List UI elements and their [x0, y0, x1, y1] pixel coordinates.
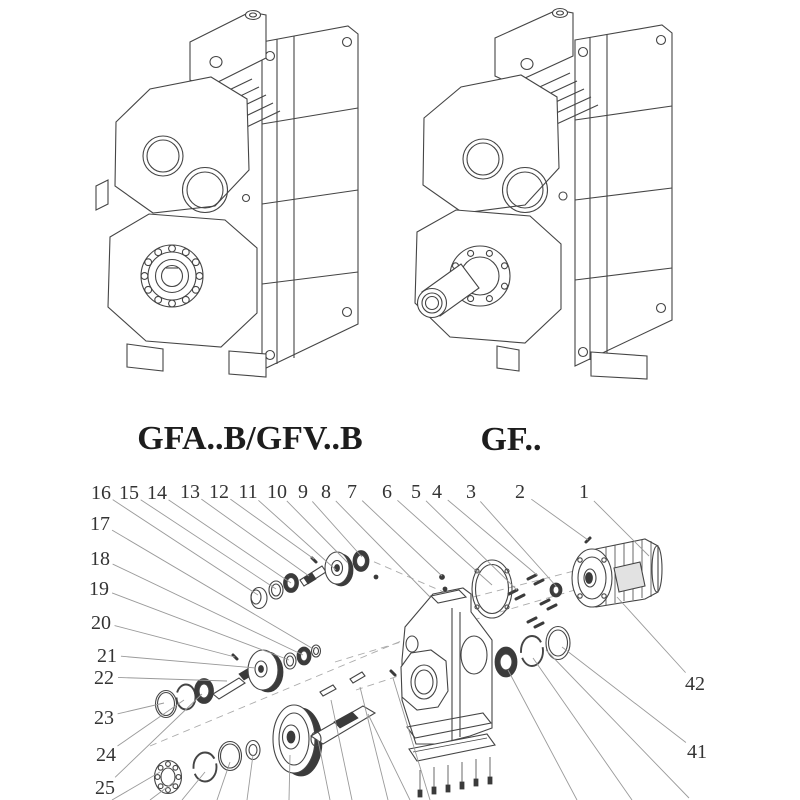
callout-20: 20	[91, 612, 111, 634]
callout-13: 13	[180, 481, 200, 503]
motor-flange	[572, 549, 612, 607]
motor-terminal-box	[614, 562, 645, 592]
callout-2: 2	[515, 481, 525, 503]
output-ball-bearing	[155, 761, 182, 794]
input-end-cap	[251, 588, 267, 609]
vent-plug	[440, 575, 445, 580]
callout-9: 9	[298, 481, 308, 503]
callout-8: 8	[321, 481, 331, 503]
second-bearing	[195, 679, 214, 704]
callout-19: 19	[89, 578, 109, 600]
callout-23: 23	[94, 707, 114, 729]
callout-4: 4	[432, 481, 442, 503]
second-bearing-small	[297, 647, 311, 665]
second-spacer	[312, 645, 321, 657]
output-gear	[273, 705, 322, 776]
callout-41: 41	[687, 741, 707, 763]
callout-3: 3	[466, 481, 476, 503]
callout-10: 10	[267, 481, 287, 503]
callout-21: 21	[97, 645, 117, 667]
callout-15: 15	[119, 482, 139, 504]
callout-25: 25	[95, 777, 115, 799]
housing-set-screw	[374, 575, 378, 579]
callout-5: 5	[411, 481, 421, 503]
input-bearing-rear	[353, 551, 369, 572]
callout-22: 22	[94, 667, 114, 689]
model-label-right: GF..	[480, 421, 542, 458]
callout-16: 16	[91, 482, 111, 504]
input-bushing	[550, 583, 562, 597]
output-bearing-right	[495, 647, 517, 677]
second-gear	[248, 650, 283, 692]
callout-17: 17	[90, 513, 110, 535]
callout-12: 12	[209, 481, 229, 503]
callout-42: 42	[685, 673, 705, 695]
model-label-left: GFA..B/GFV..B	[137, 420, 363, 457]
callout-24: 24	[96, 744, 116, 766]
second-washer	[284, 653, 296, 669]
callout-6: 6	[382, 481, 392, 503]
callout-18: 18	[90, 548, 110, 570]
input-oil-seal	[269, 581, 283, 599]
callout-11: 11	[238, 481, 258, 503]
callout-7: 7	[347, 481, 357, 503]
callout-1: 1	[579, 481, 589, 503]
callout-14: 14	[147, 482, 167, 504]
